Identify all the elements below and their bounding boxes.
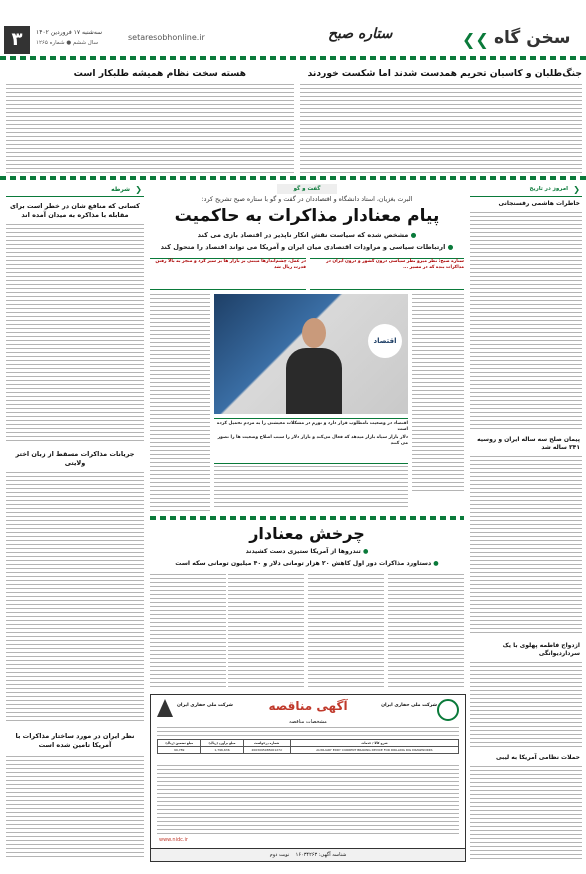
lower-bullet-2: ● دستاورد مذاکرات دور اول کاهش ۲۰ هزار تومانی دلار و ۴۰ میلیون تومانی سکه است (175, 560, 439, 567)
table-row (158, 747, 459, 754)
header-divider (0, 56, 586, 60)
main-title: پیام معنادار مذاکرات به حاکمیت (174, 206, 440, 226)
page-number-badge: ۳ (4, 26, 30, 54)
chevron-icon: ❮ (573, 185, 580, 194)
cell: AUXILIARY EDDY CURRENT BRAKING DEVICE FOR DRILLING RIG DRAWWORKS (290, 747, 458, 754)
section-divider (0, 176, 586, 180)
headline-3: ازدواج فاطمه پهلوی با یک سرداردیوانگی (502, 642, 580, 657)
body-text (6, 84, 294, 174)
body-text-4 (470, 766, 582, 860)
ad-footer (151, 848, 465, 861)
left-column (6, 184, 144, 860)
headline-2: پیمان صلح سه ساله ایران و روسیه ۳۴۱ ساله شد (477, 436, 580, 451)
headline-2: جریانات مذاکرات مسقط از زبان اختر ولایتی (15, 450, 135, 467)
body-col-4 (150, 574, 226, 688)
body-text-1 (470, 212, 582, 430)
chevron-icon: ❮ (135, 185, 142, 194)
section-label: امروز در تاریخ (529, 186, 568, 192)
chevrons-icon: ❮❮ (462, 30, 489, 49)
person-figure (284, 318, 344, 414)
quote-box (214, 418, 408, 464)
col-header: مبلغ برآورد (ریال) (201, 740, 243, 747)
body-col-2 (308, 574, 384, 688)
bullet-2: ● ارتباطات سیاسی و مراودات اقتصادی میان ایران و آمریکا می تواند اقتصاد را متحول کند (160, 243, 454, 251)
col-header: شرح کالا / خدمات (290, 740, 458, 747)
col-header: شماره درخواست (243, 740, 290, 747)
lower-title: چرخش معنادار (249, 524, 365, 543)
body-col-3 (228, 574, 304, 688)
ad-id: شناسه آگهی: ۱۶۰۳۴۲۶۳ (295, 852, 347, 858)
ad-subtitle: مشخصات مناقصه (289, 719, 327, 725)
cell: 99,789 (158, 747, 201, 754)
right-column (470, 184, 582, 860)
top-right-article (300, 66, 582, 176)
company-logo-right (437, 699, 459, 721)
ad-body-text (157, 765, 459, 835)
body-text-right (412, 294, 464, 494)
issue-line: سال ششم ● شماره ۱۲۶۵ (36, 40, 99, 46)
ad-publication: نوبت دوم (269, 852, 290, 858)
interview-photo (214, 294, 408, 414)
section-title: سخن گاه (494, 28, 571, 48)
ad-title: آگهی مناقصه (268, 699, 348, 713)
body-text-2 (470, 456, 582, 636)
quote-1: اقتصاد در وضعیت نامطلوب قرار دارد و تورم در مشکلات معیشتی را به مردم تحمیل کرده است (216, 421, 408, 432)
top-left-article (6, 66, 294, 176)
body-text-1 (6, 224, 144, 444)
tender-ad (150, 694, 466, 862)
ad-site-link[interactable]: www.nidc.ir (159, 837, 188, 843)
main-article (150, 184, 464, 514)
date-line: سه‌شنبه ۱۷ فروردین ۱۴۰۲ (36, 29, 103, 36)
headline: هسته سخت نظام همیشه طلبکار است (73, 68, 246, 79)
header-bar (0, 0, 586, 62)
body-text (300, 84, 582, 174)
tender-table (157, 739, 459, 754)
headline-3: نظر ایران در مورد ساختار مذاکرات با آمریکا تامین شده است (15, 732, 135, 749)
quote-2: دلار بازار سیاه بازار میدهد که فعال می‌کند و بازار دلار را سبب اصلاح وضعیت ها را تصور می کنند (217, 435, 408, 446)
lower-bullet-1: ● تندروها از آمریکا ستیزی دست کشیدند (245, 548, 369, 555)
bullet-1: ● مشخص شده که سیاست نقش انکار ناپذیر در اقتصاد بازی می کند (197, 231, 417, 239)
divider (150, 516, 464, 520)
cell: 1,796,636 (201, 747, 243, 754)
headline-1: کسانی که منافع شان در خطر است برای مقابله با مذاکره به میدان آمده اند (10, 202, 140, 219)
table-header (158, 740, 459, 747)
lower-article (150, 520, 464, 690)
kicker-tag: گفت و گو (277, 184, 337, 194)
body-text-center (214, 466, 408, 510)
photo-logo: اقتصاد (368, 324, 402, 358)
headline-1: خاطرات هاشمی رفسنجانی (498, 200, 580, 207)
headline: جنگ‌طلبان و کاسبان تحریم همدست شدند اما شکست خوردند (307, 68, 582, 79)
col-header: مبلغ تضمین (ریال) (158, 740, 201, 747)
subtitle: البرت بغزیان، استاد دانشگاه و اقتصاددان در گفت و گو با ستاره صبح تشریح کرد: (201, 196, 413, 203)
headline-4: حملات نظامی آمریکا به لیبی (495, 754, 580, 761)
ad-intro-text (157, 727, 459, 737)
body-text-3 (470, 662, 582, 748)
pull-quote-1: ستاره صبح: نظر میرو نظر سیاسی درون کشور و درون ایران در مذاکرات بنده که در مسیر ... (310, 258, 464, 290)
pull-quote-2: در عمل، چشم‌اندازها مبتنی بر بازار ها بر سیر کرد و منجر به بالا رفتن قدرت ریال شد (150, 258, 306, 290)
cell: 2003095985001272 (243, 747, 290, 754)
body-text-3 (6, 756, 144, 860)
section-label: شرطه (111, 186, 130, 193)
column-tag (470, 184, 582, 197)
body-text-left (150, 294, 210, 514)
body-col-1 (388, 574, 464, 688)
site-url[interactable]: setaresobhonline.ir (128, 33, 205, 42)
company-name-right: شرکت ملی حفاری ایران (381, 703, 437, 708)
body-text-2 (6, 472, 144, 722)
column-tag (6, 184, 144, 197)
company-name-left: شرکت ملی حفاری ایران (177, 703, 233, 708)
logo: ستاره صبح (328, 26, 393, 42)
